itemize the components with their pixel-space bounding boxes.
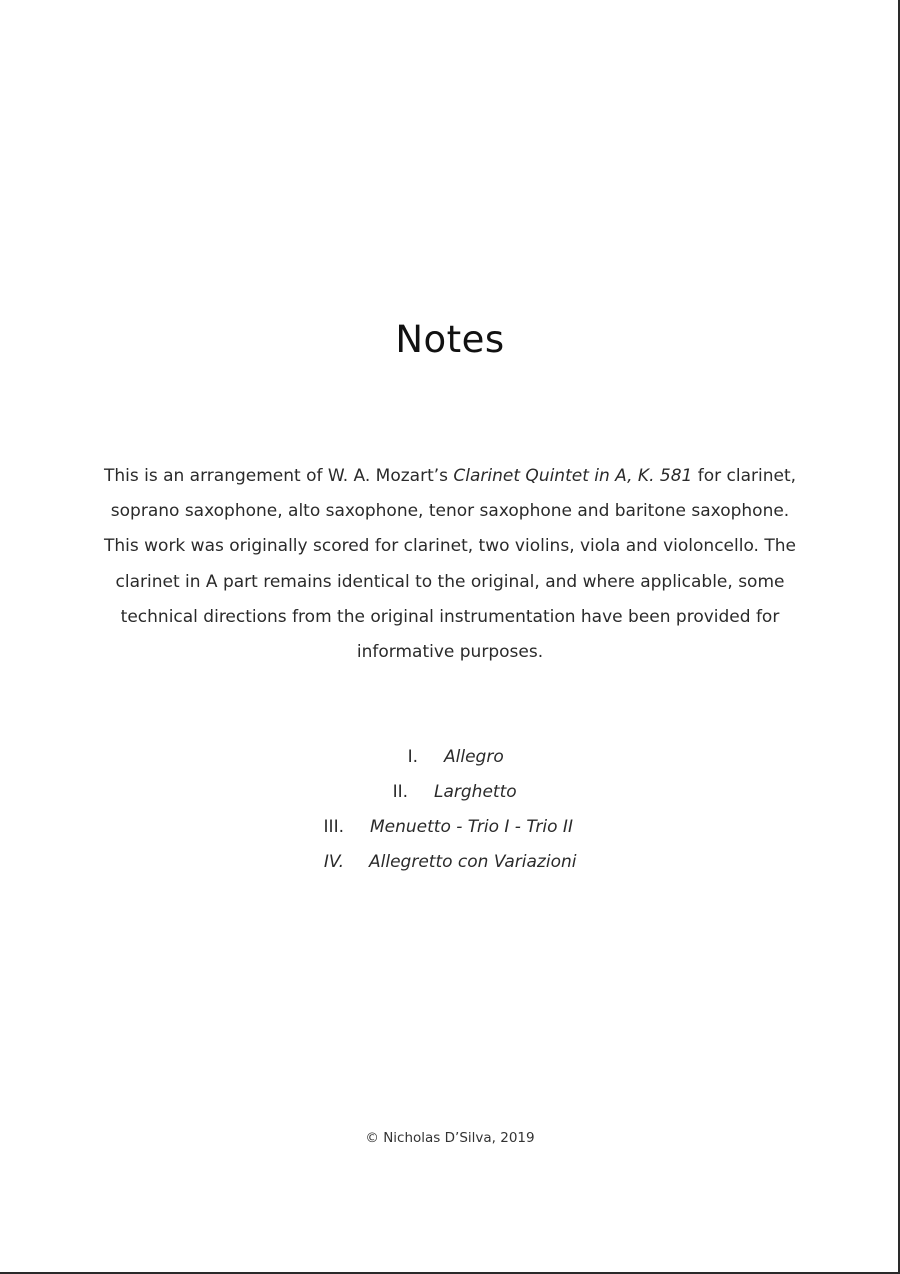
movement-numeral: IV. [323,852,344,872]
page-title: Notes [395,318,505,361]
movement-name: Allegretto con Variazioni [369,852,577,872]
intro-text-start: This is an arrangement of W. A. Mozart’s [103,466,454,486]
movement-numeral: II. [392,782,408,802]
movement-name: Larghetto [434,782,517,802]
movement-numeral: III. [323,817,344,837]
movement-numeral: I. [407,747,418,767]
movement-item [0,740,900,775]
movement-name: Menuetto - Trio I - Trio II [370,817,573,837]
movement-item [0,845,900,880]
work-title: Clarinet Quintet in A, K. 581 [453,466,693,486]
copyright-notice: © Nicholas D’Silva, 2019 [365,1130,535,1146]
movement-item [0,775,900,810]
movement-list [0,740,900,880]
intro-paragraph [98,459,802,670]
intro-text-rest: for clarinet, soprano saxophone, alto saxophone, tenor saxophone and baritone saxophone. This work was originally scored for clarinet, two violins, viola and violoncello. The clarinet in A part remains identical to the original, and where applicable, some technical directions from the original instrumentation have been provided for informative purposes. [104,466,797,663]
movement-name: Allegro [444,747,504,767]
movement-item [0,810,900,845]
